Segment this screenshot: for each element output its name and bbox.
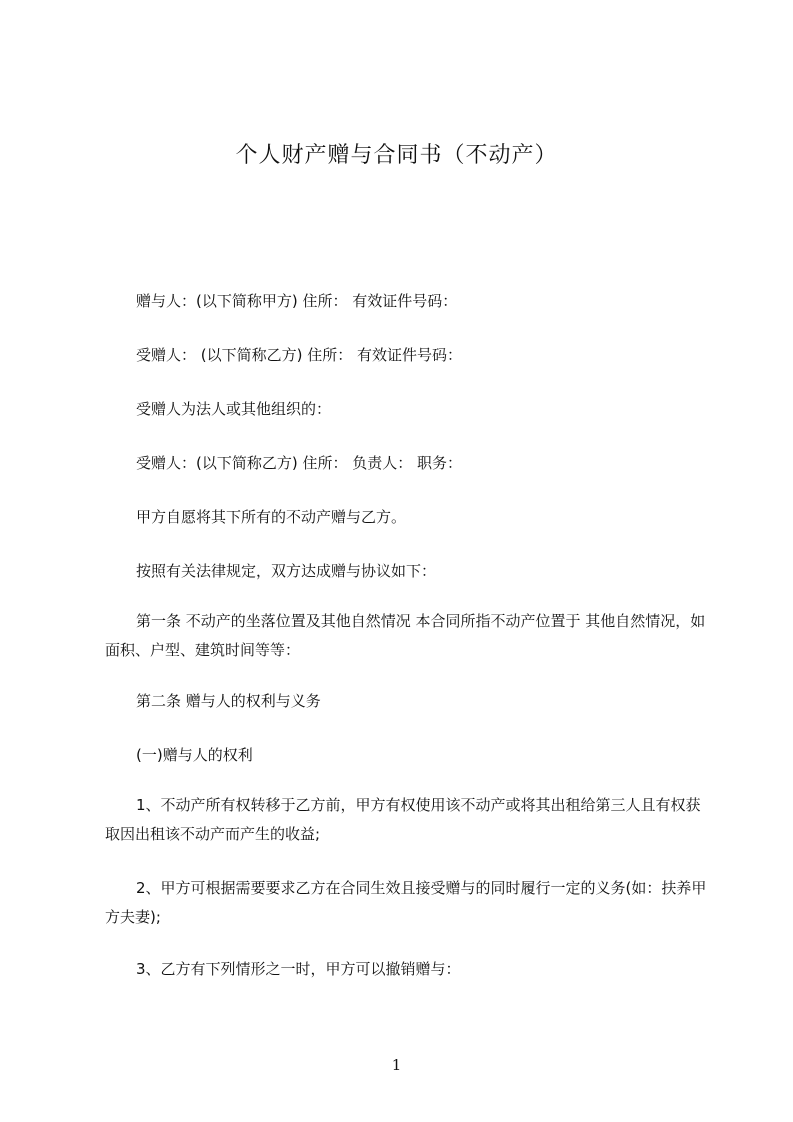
paragraph-donee: 受赠人： (以下简称乙方) 住所： 有效证件号码： [136,346,463,364]
paragraph-right-two: 2、甲方可根据需要要求乙方在合同生效且接受赠与的同时履行一定的义务(如：扶养甲方夫妻); [105,879,707,926]
paragraph-donor: 赠与人：(以下简称甲方) 住所： 有效证件号码： [136,292,458,310]
paragraph-donee-legal-entity: 受赠人为法人或其他组织的： [136,400,332,418]
paragraph-right-three: 3、乙方有下列情形之一时，甲方可以撤销赠与： [136,960,461,978]
document-title: 个人财产赠与合同书（不动产） [235,143,558,168]
paragraph-right-one: 1、不动产所有权转移于乙方前，甲方有权使用该不动产或将其出租给第三人且有权获取因出租该不动产而产生的收益; [105,796,701,843]
paragraph-donor-rights: (一)赠与人的权利 [136,746,253,764]
paragraph-voluntary-gift: 甲方自愿将其下所有的不动产赠与乙方。 [136,508,407,526]
paragraph-article-one: 第一条 不动产的坐落位置及其他自然情况 本合同所指不动产位置于 其他自然情况，如面积、户型、建筑时间等等： [105,612,706,659]
page-number: 1 [391,1056,402,1074]
paragraph-donee-entity-details: 受赠人：(以下简称乙方) 住所： 负责人： 职务： [136,454,463,472]
paragraph-article-two: 第二条 赠与人的权利与义务 [136,692,321,710]
paragraph-agreement-intro: 按照有关法律规定，双方达成赠与协议如下： [136,562,437,580]
